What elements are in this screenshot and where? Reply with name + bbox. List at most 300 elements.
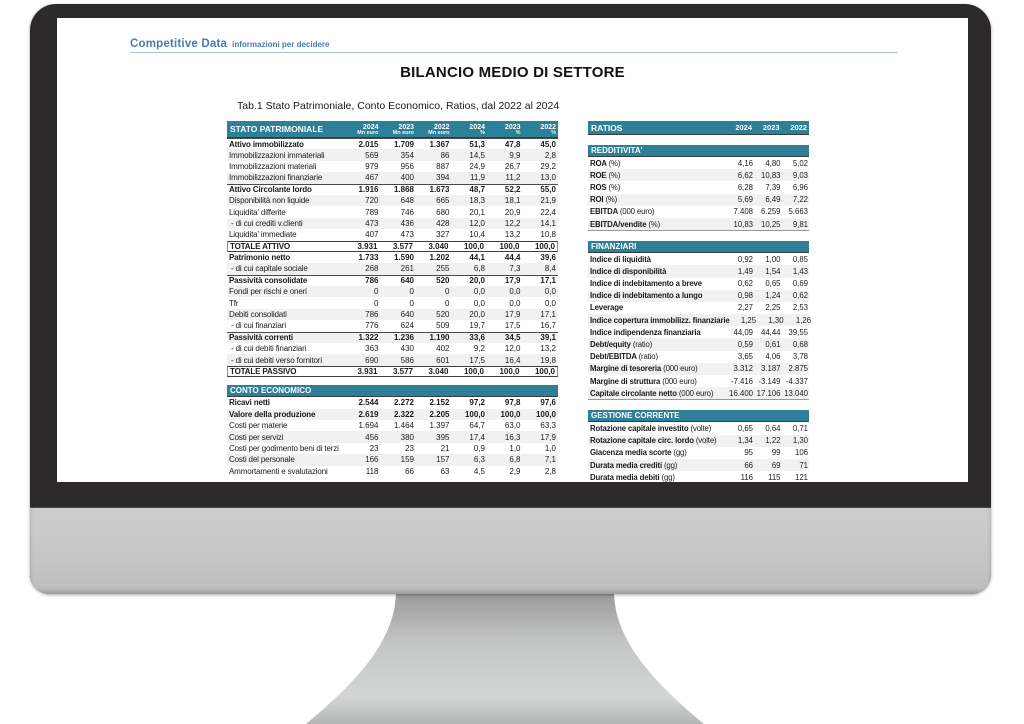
cell-value: 1,30: [768, 315, 784, 325]
cell-value: 2.544: [358, 398, 379, 408]
cell-value: 63,0: [504, 421, 521, 431]
table-row: [227, 206, 558, 217]
cell-value: 473: [365, 218, 379, 228]
stato-patrimoniale-header: [227, 121, 558, 138]
cell-value: 1,26: [795, 315, 812, 325]
cell-value: 648: [400, 196, 414, 206]
cell-value: 2,25: [765, 303, 781, 313]
table-row: [227, 275, 558, 286]
cell-value: 3.040: [428, 367, 449, 376]
cell-value: 12,0: [504, 344, 521, 354]
cell-value: 26,7: [504, 161, 521, 171]
cell-value: 11,2: [505, 173, 521, 183]
cell-value: 71: [799, 460, 808, 470]
cell-value: 12,0: [469, 218, 485, 228]
row-label: ROS (%): [590, 182, 621, 192]
cell-value: 0,0: [473, 287, 485, 297]
cell-value: 1.709: [393, 139, 414, 149]
cell-value: 428: [436, 218, 450, 228]
brand-tagline: informazioni per decidere: [232, 40, 330, 49]
cell-value: 569: [365, 150, 379, 160]
cell-value: 97,6: [540, 398, 556, 408]
cell-value: 7,3: [509, 264, 521, 274]
row-label: Leverage: [590, 303, 624, 313]
row-label: Passività consolidate: [229, 276, 308, 286]
cell-value: 97,8: [504, 398, 521, 408]
cell-value: 430: [400, 344, 414, 354]
cell-value: 979: [365, 161, 379, 171]
cell-value: 0,61: [765, 340, 781, 350]
cell-value: 16,7: [540, 321, 556, 331]
cell-value: 100,0: [535, 409, 556, 419]
column-year: 2023: [398, 123, 414, 131]
cell-value: 1.673: [429, 185, 450, 195]
cell-value: 0,0: [509, 287, 521, 297]
row-label-suffix: (volte): [690, 423, 712, 433]
table-row: [588, 447, 809, 459]
cell-value: 159: [400, 455, 414, 465]
table-row: [227, 263, 558, 274]
cell-value: 0,85: [792, 254, 808, 264]
cell-value: 3.931: [357, 367, 378, 376]
cell-value: 0,64: [765, 423, 781, 433]
table-row: [227, 161, 558, 172]
cell-value: 166: [365, 455, 379, 465]
cell-value: 456: [365, 432, 379, 442]
ratios-year: 2023: [762, 123, 780, 132]
cell-value: 17,9: [504, 276, 521, 286]
row-label: Fondi per rischi e oneri: [229, 287, 307, 297]
cell-value: 45,0: [540, 139, 556, 149]
monitor-chin: [30, 507, 991, 594]
cell-value: 0,69: [792, 279, 808, 289]
table-row: [588, 218, 809, 230]
table-row: [227, 443, 558, 454]
column-unit: Mn euro: [428, 129, 450, 136]
cell-value: 39,1: [540, 333, 556, 343]
table-row: [227, 466, 558, 477]
cell-value: 0: [374, 287, 379, 297]
cell-value: 52,2: [504, 185, 521, 195]
table-row: [588, 314, 812, 326]
cell-value: 2.619: [358, 409, 379, 419]
row-label: ROI (%): [590, 195, 618, 205]
cell-value: 6,62: [737, 170, 753, 180]
cell-value: 394: [436, 173, 450, 183]
cell-value: 1.590: [393, 253, 414, 263]
cell-value: 6,96: [792, 182, 808, 192]
cell-value: 1.236: [393, 333, 414, 343]
row-label: Patrimonio netto: [229, 253, 291, 263]
section-rows: [588, 422, 809, 482]
row-label: Tfr: [229, 298, 239, 308]
column-year: 2024: [469, 123, 485, 131]
row-label: Liquidita' differite: [229, 207, 286, 217]
cell-value: 33,6: [469, 333, 485, 343]
cell-value: 520: [436, 310, 450, 320]
table-row: [588, 471, 809, 482]
column-header: [452, 124, 488, 137]
cell-value: 4,06: [765, 352, 781, 362]
row-label: Costi per godimento beni di terzi: [229, 443, 339, 453]
column-unit: %: [515, 129, 521, 136]
row-label: - di cui finanziari: [231, 321, 286, 331]
cell-value: 18,1: [504, 196, 521, 206]
row-label-suffix: (%): [608, 182, 621, 192]
cell-value: 20,9: [504, 207, 521, 217]
column-unit: %: [480, 129, 485, 136]
cell-value: 789: [365, 207, 379, 217]
cell-value: 66: [744, 460, 753, 470]
cell-value: 0,92: [737, 254, 753, 264]
cell-value: 0,71: [792, 423, 808, 433]
table-row: [227, 397, 558, 408]
cell-value: 586: [400, 355, 414, 365]
section-rows: [588, 157, 809, 231]
cell-value: 1,30: [792, 436, 808, 446]
cell-value: 0: [409, 298, 414, 308]
cell-value: 6.259: [760, 207, 781, 217]
row-label: Capitale circolante netto (000 euro): [590, 388, 714, 398]
cell-value: 18,3: [469, 196, 485, 206]
row-label: Rotazione capitale circ. lordo (volte): [590, 436, 717, 446]
cell-value: 601: [436, 355, 450, 365]
section-title: REDDITIVITA': [591, 146, 643, 155]
cell-value: 3.312: [733, 364, 753, 374]
cell-value: 3,78: [792, 352, 808, 362]
row-label: Indice di disponibilità: [590, 266, 667, 276]
table-row: [588, 338, 809, 350]
cell-value: 1,54: [765, 266, 781, 276]
cell-value: 17,1: [540, 310, 556, 320]
cell-value: 690: [365, 355, 379, 365]
row-label: Indice copertura immobilizz. finanziarie: [590, 315, 730, 325]
cell-value: 2.152: [429, 398, 450, 408]
table-row: [227, 149, 558, 160]
cell-value: 776: [365, 321, 379, 331]
cell-value: 640: [400, 310, 414, 320]
row-label: Disponibilità non liquide: [229, 196, 310, 206]
table-row: [588, 278, 809, 290]
cell-value: 0,59: [737, 340, 753, 350]
row-label: Passività correnti: [229, 333, 293, 343]
table-row: [227, 343, 558, 354]
row-label-suffix: (%): [605, 195, 618, 205]
cell-value: 1,22: [765, 436, 781, 446]
table-row: [227, 195, 558, 206]
table-row: [588, 387, 809, 399]
row-label: Liquidita' immediate: [229, 230, 297, 240]
cell-value: 7,1: [544, 455, 556, 465]
cell-value: 64,7: [469, 421, 485, 431]
column-header: [487, 124, 523, 137]
cell-value: 29,2: [540, 161, 556, 171]
cell-value: 786: [365, 276, 379, 286]
column-unit: Mn euro: [392, 129, 414, 136]
cell-value: 5,69: [737, 195, 753, 205]
row-label: Ammortamenti e svalutazioni: [229, 466, 328, 476]
cell-value: 268: [365, 264, 379, 274]
header-divider: [130, 52, 898, 53]
cell-value: 0,0: [509, 298, 521, 308]
ratios-year: 2022: [790, 123, 807, 132]
cell-value: 86: [440, 150, 450, 160]
row-label: ROA (%): [590, 158, 621, 168]
cell-value: 14,5: [469, 150, 485, 160]
table-row: [227, 252, 558, 263]
column-year: 2023: [504, 123, 521, 131]
cell-value: 520: [436, 276, 450, 286]
column-unit: Mn euro: [357, 129, 379, 136]
cell-value: 0,98: [737, 291, 753, 301]
cell-value: 9,03: [792, 170, 808, 180]
cell-value: 55,0: [540, 185, 556, 195]
row-label: Immobilizzazioni materiali: [229, 161, 317, 171]
column-year: 2024: [362, 123, 379, 131]
cell-value: 354: [400, 150, 414, 160]
cell-value: 1.733: [358, 253, 379, 263]
monitor-stand: [300, 591, 710, 724]
cell-value: 4,5: [473, 466, 485, 476]
cell-value: 956: [400, 161, 414, 171]
cell-value: 63: [440, 466, 450, 476]
row-label: Debiti consolidati: [229, 310, 287, 320]
cell-value: 21,9: [540, 196, 556, 206]
column-header: [523, 124, 559, 137]
cell-value: 118: [365, 466, 379, 476]
cell-value: 100,0: [500, 409, 521, 419]
cell-value: 0,62: [792, 291, 808, 301]
cell-value: 106: [794, 448, 808, 458]
table-row: [227, 431, 558, 442]
cell-value: 8,4: [544, 264, 556, 274]
cell-value: 380: [400, 432, 414, 442]
table-row: [227, 454, 558, 465]
cell-value: 3.187: [760, 364, 781, 374]
cell-value: 395: [436, 432, 450, 442]
cell-value: 4,16: [737, 158, 753, 168]
cell-value: 0,68: [792, 340, 808, 350]
cell-value: 69: [771, 460, 781, 470]
cell-value: 23: [405, 443, 414, 453]
cell-value: 720: [365, 196, 379, 206]
cell-value: 3,65: [737, 352, 753, 362]
row-label: TOTALE PASSIVO: [230, 367, 297, 376]
cell-value: 11,9: [470, 173, 485, 183]
cell-value: 261: [400, 264, 414, 274]
row-label: Margine di struttura (000 euro): [590, 376, 697, 386]
cell-value: 47,8: [504, 139, 521, 149]
table-row: [588, 194, 809, 206]
cell-value: 1,0: [509, 443, 521, 453]
cell-value: 10,25: [760, 219, 781, 229]
cell-value: 255: [436, 264, 450, 274]
cell-value: 3.040: [428, 241, 449, 251]
cell-value: 0,0: [544, 287, 556, 297]
cell-value: 624: [400, 321, 414, 331]
cell-value: 100,0: [463, 241, 484, 251]
cell-value: 9,9: [509, 150, 521, 160]
table-row: [588, 181, 809, 193]
row-label-suffix: (volte): [695, 436, 717, 446]
cell-value: 6,3: [473, 455, 485, 465]
cell-value: 509: [436, 321, 450, 331]
cell-value: 640: [400, 276, 414, 286]
row-label-suffix: (ratio): [638, 352, 658, 362]
cell-value: 10,83: [733, 219, 753, 229]
cell-value: 13,2: [540, 344, 556, 354]
table-row: [227, 297, 558, 308]
cell-value: 0,62: [737, 279, 753, 289]
row-label: Attivo Circolante lordo: [229, 185, 312, 195]
table-row: [588, 157, 809, 169]
cell-value: 39,6: [540, 253, 556, 263]
table-row: [588, 253, 809, 265]
row-label: TOTALE ATTIVO: [230, 241, 290, 251]
column-unit: %: [551, 129, 556, 136]
table-row: [227, 354, 558, 365]
cell-value: 6,8: [509, 455, 521, 465]
table-row: [588, 351, 809, 363]
cell-value: 51,3: [469, 139, 485, 149]
cell-value: 6,8: [473, 264, 485, 274]
table-row: [588, 169, 809, 181]
row-label-suffix: (gg): [663, 460, 678, 470]
cell-value: 10,83: [760, 170, 781, 180]
table-row: [588, 206, 809, 218]
cell-value: 5,02: [792, 158, 808, 168]
cell-value: 20,0: [469, 276, 485, 286]
row-label: Costi per materie: [229, 421, 288, 431]
cell-value: 2,9: [509, 466, 521, 476]
row-label: Margine di tesoreria (000 euro): [590, 364, 698, 374]
cell-value: 0,0: [544, 298, 556, 308]
table-row: [588, 422, 809, 434]
cell-value: 2,8: [544, 150, 556, 160]
row-label: Indice indipendenza finanziaria: [590, 327, 701, 337]
section-rows: [588, 253, 812, 400]
conto-economico-header: [227, 385, 558, 397]
cell-value: 6,28: [737, 182, 753, 192]
cell-value: 115: [768, 472, 781, 482]
cell-value: 66: [405, 466, 414, 476]
row-label: EBITDA/vendite (%): [590, 219, 661, 229]
cell-value: 14,1: [540, 218, 556, 228]
cell-value: 21: [440, 443, 450, 453]
cell-value: 0: [445, 287, 450, 297]
cell-value: 407: [365, 230, 379, 240]
row-label-suffix: (gg): [661, 472, 675, 482]
cell-value: 9,2: [473, 344, 485, 354]
screen: [57, 18, 968, 482]
cell-value: 12,2: [504, 218, 521, 228]
cell-value: 436: [400, 218, 414, 228]
row-label: Durata media debiti (gg): [590, 472, 675, 482]
table-row: [227, 184, 558, 195]
row-label: Costi per servizi: [229, 432, 284, 442]
cell-value: 17,1: [540, 276, 556, 286]
column-header: [381, 124, 417, 137]
section-header: [588, 145, 809, 157]
cell-value: 116: [740, 472, 753, 482]
table-row: [227, 241, 558, 252]
row-label: Costi del personale: [229, 455, 295, 465]
row-label: - di cui debiti verso fornitori: [231, 355, 322, 365]
cell-value: 1,43: [792, 266, 808, 276]
cell-value: 2.205: [429, 409, 450, 419]
cell-value: 2.272: [393, 398, 414, 408]
table-row: [588, 290, 809, 302]
cell-value: 100,0: [464, 409, 485, 419]
section-title: GESTIONE CORRENTE: [591, 411, 680, 421]
table-row: [227, 409, 558, 420]
table-row: [588, 435, 809, 447]
ratios-title: RATIOS: [591, 122, 623, 133]
cell-value: 665: [436, 196, 450, 206]
cell-value: 95: [744, 448, 753, 458]
cell-value: 100,0: [499, 367, 520, 376]
cell-value: 1.868: [393, 185, 414, 195]
table-row: [227, 320, 558, 331]
cell-value: 39,55: [788, 327, 808, 337]
cell-value: 13.040: [784, 388, 808, 398]
row-label: Durata media crediti (gg): [590, 460, 678, 470]
conto-economico-rows: [227, 397, 558, 477]
cell-value: 1.694: [358, 421, 379, 431]
ratios-sections: [588, 145, 812, 482]
row-label-suffix: (000 euro): [662, 376, 697, 386]
cell-value: 467: [365, 173, 379, 183]
table-row: [588, 265, 809, 277]
column-header: [345, 124, 381, 137]
row-label: Immobilizzazioni finanziarie: [229, 173, 323, 183]
table-row: [227, 420, 558, 431]
cell-value: 13,0: [540, 173, 556, 183]
ratios-header: [588, 121, 809, 135]
cell-value: 1,34: [737, 436, 753, 446]
table-row: [227, 138, 558, 149]
cell-value: 6,49: [765, 195, 781, 205]
cell-value: 1.464: [393, 421, 414, 431]
right-column: [588, 121, 812, 482]
row-label: - di cui crediti v.clienti: [231, 218, 303, 228]
ratios-year: 2024: [735, 123, 752, 132]
row-label: Giacenza media scorte (gg): [590, 448, 687, 458]
cell-value: 402: [436, 344, 450, 354]
table-row: [588, 375, 809, 387]
cell-value: 2,27: [737, 303, 753, 313]
row-label: Debt/EBITDA (ratio): [590, 352, 658, 362]
row-label-suffix: (000 euro): [678, 388, 714, 398]
cell-value: 16.400: [729, 388, 753, 398]
cell-value: 4,80: [765, 158, 781, 168]
cell-value: 1.202: [429, 253, 450, 263]
row-label-suffix: (%): [608, 158, 621, 168]
cell-value: 1,25: [740, 315, 757, 325]
table-row: [588, 363, 809, 375]
cell-value: 99: [771, 448, 781, 458]
cell-value: 1.190: [429, 333, 450, 343]
cell-value: 0: [374, 298, 379, 308]
cell-value: 16,3: [504, 432, 521, 442]
cell-value: 2.015: [358, 139, 379, 149]
cell-value: 0,65: [737, 423, 753, 433]
column-year: 2022: [540, 123, 556, 131]
brand-header: [130, 34, 330, 52]
stato-patrimoniale-rows: [227, 138, 558, 377]
column-year: 2022: [433, 123, 450, 131]
cell-value: 23: [369, 443, 379, 453]
